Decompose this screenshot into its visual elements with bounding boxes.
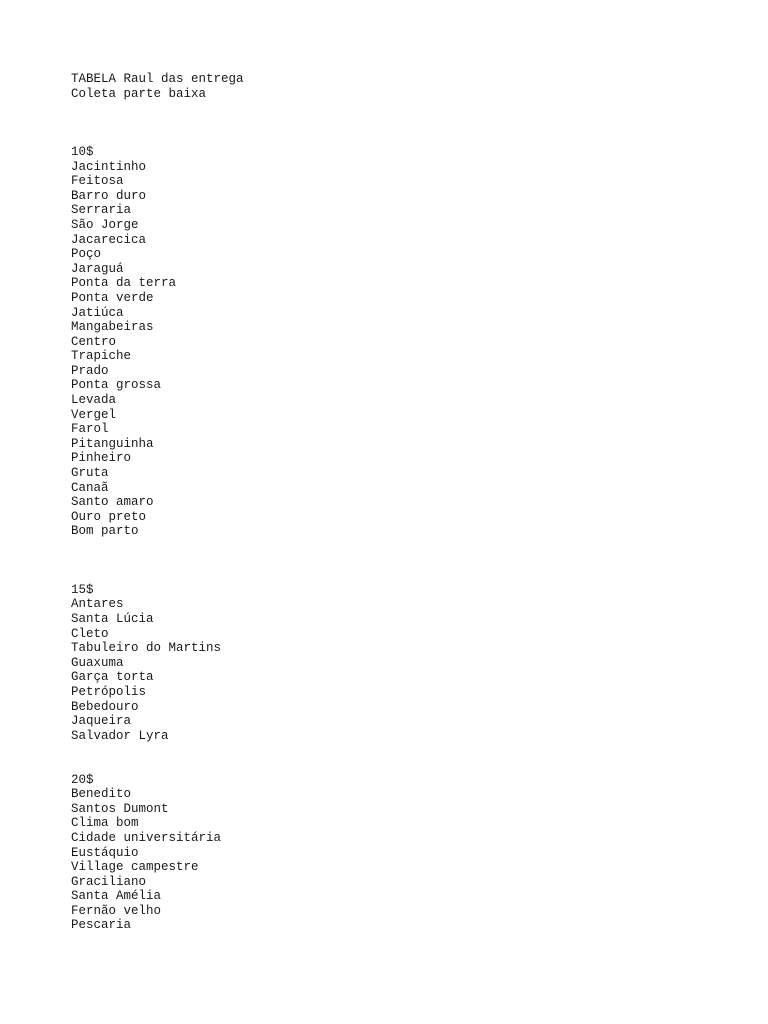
- price-section-20: [71, 773, 244, 934]
- spacer: [71, 539, 244, 583]
- neighborhood-item: Graciliano: [71, 874, 147, 889]
- neighborhood-item: Village campestre: [71, 860, 199, 875]
- neighborhood-item: Jaraguá: [71, 261, 124, 276]
- neighborhood-item: Centro: [71, 334, 117, 349]
- neighborhood-item: Gruta: [71, 466, 109, 481]
- neighborhood-item: Antares: [71, 597, 124, 612]
- neighborhood-item: Levada: [71, 393, 117, 408]
- neighborhood-item: Jaqueira: [71, 714, 132, 729]
- spacer: [71, 743, 244, 772]
- neighborhood-item: Ponta grossa: [71, 378, 162, 393]
- neighborhood-item: Farol: [71, 422, 109, 437]
- price-heading: 20$: [71, 772, 94, 787]
- neighborhood-item: Cleto: [71, 626, 109, 641]
- price-heading: 15$: [71, 582, 94, 597]
- neighborhood-item: Barro duro: [71, 188, 147, 203]
- neighborhood-item: Jacintinho: [71, 159, 147, 174]
- neighborhood-item: Jacarecica: [71, 232, 147, 247]
- neighborhood-item: Mangabeiras: [71, 320, 154, 335]
- neighborhood-item: Clima bom: [71, 816, 139, 831]
- neighborhood-item: Canaã: [71, 480, 109, 495]
- neighborhood-item: Pinheiro: [71, 451, 132, 466]
- neighborhood-item: Prado: [71, 363, 109, 378]
- neighborhood-item: Pitanguinha: [71, 436, 154, 451]
- neighborhood-item: Santos Dumont: [71, 801, 169, 816]
- document-body: [71, 72, 244, 933]
- neighborhood-item: Vergel: [71, 407, 117, 422]
- neighborhood-item: Petrópolis: [71, 684, 147, 699]
- neighborhood-item: Ouro preto: [71, 509, 147, 524]
- neighborhood-item: Garça torta: [71, 670, 154, 685]
- neighborhood-item: Bebedouro: [71, 699, 139, 714]
- document-subtitle: Coleta parte baixa: [71, 86, 207, 101]
- neighborhood-item: Cidade universitária: [71, 830, 222, 845]
- neighborhood-item: Fernão velho: [71, 903, 162, 918]
- neighborhood-item: Ponta da terra: [71, 276, 177, 291]
- neighborhood-item: Pescaria: [71, 918, 132, 933]
- neighborhood-item: Benedito: [71, 787, 132, 802]
- price-heading: 10$: [71, 144, 94, 159]
- neighborhood-item: Serraria: [71, 203, 132, 218]
- spacer: [71, 101, 244, 145]
- neighborhood-item: Salvador Lyra: [71, 728, 169, 743]
- neighborhood-item: São Jorge: [71, 217, 139, 232]
- neighborhood-item: Ponta verde: [71, 290, 154, 305]
- neighborhood-item: Guaxuma: [71, 655, 124, 670]
- price-section-10: [71, 145, 244, 539]
- neighborhood-item: Bom parto: [71, 524, 139, 539]
- neighborhood-item: Trapiche: [71, 349, 132, 364]
- neighborhood-item: Santa Amélia: [71, 889, 162, 904]
- document-title: TABELA Raul das entrega: [71, 72, 244, 86]
- price-section-15: [71, 583, 244, 744]
- neighborhood-item: Santo amaro: [71, 495, 154, 510]
- neighborhood-item: Eustáquio: [71, 845, 139, 860]
- neighborhood-item: Santa Lúcia: [71, 612, 154, 626]
- neighborhood-item: Tabuleiro do Martins: [71, 641, 222, 656]
- neighborhood-item: Feitosa: [71, 174, 124, 189]
- neighborhood-item: Poço: [71, 247, 102, 262]
- neighborhood-item: Jatiúca: [71, 305, 124, 320]
